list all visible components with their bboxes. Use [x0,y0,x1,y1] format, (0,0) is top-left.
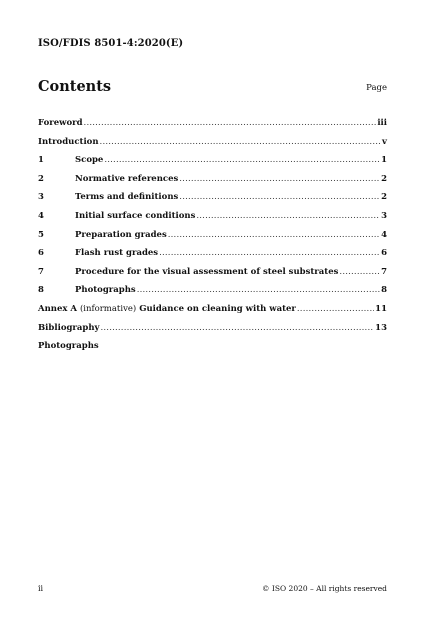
toc-entry-page: 7 [381,266,387,277]
toc-entry-text: Preparation grades [75,229,167,240]
toc-entry[interactable] [38,323,387,342]
toc-entry[interactable] [38,174,387,193]
toc-entry-text: Flash rust grades [75,248,159,259]
toc-entry-leader-dots [196,211,380,221]
toc-entry-number: 2 [38,173,44,184]
toc-entry-leader-dots [179,192,380,202]
toc-entry-title [38,137,99,147]
toc-entry-text: Guidance on cleaning with water [139,303,296,314]
toc-entry-annex-label: Annex A [38,303,77,314]
toc-entry[interactable] [38,304,387,323]
toc-entry-number: 4 [38,210,44,221]
toc-entry-page: v [382,136,387,147]
toc-entry-text: Photographs [38,341,99,352]
toc-entry-page: 4 [381,229,387,240]
toc-entry-page: 1 [381,155,387,166]
toc-entry-page: 13 [375,322,387,333]
toc-entry-text: Photographs [75,285,136,296]
toc-entry-title [75,211,195,221]
toc-entry-text: Terms and definitions [75,192,179,203]
toc-entry-title [38,323,99,333]
toc-entry-leader-dots [159,248,380,258]
toc-entry-page: 11 [375,303,387,314]
toc-entry-text: Initial surface conditions [75,210,196,221]
toc-entry-title [75,192,178,202]
footer-copyright: © ISO 2020 – All rights reserved [262,584,387,593]
toc-entry-page: 8 [381,285,387,296]
toc-entry-title [38,118,83,128]
toc-entry-title [38,341,99,351]
toc-entry-leader-dots [179,174,380,184]
toc-entry-text: Scope [75,155,104,166]
toc-entry-leader-dots [100,323,374,333]
toc-entry[interactable] [38,155,387,174]
toc-entry[interactable] [38,267,387,286]
toc-entry[interactable] [38,118,387,137]
toc-entry-page: iii [377,118,387,128]
toc-entry-annex-note: (informative) [79,303,137,314]
toc-entry-title [38,304,296,314]
toc-entry[interactable] [38,248,387,267]
toc-entry-number: 1 [38,155,44,166]
toc-entry-number: 6 [38,248,44,259]
toc-entry[interactable] [38,211,387,230]
toc-entry-text: Normative references [75,173,179,184]
toc-entry-title [75,230,167,240]
toc-entry-leader-dots [84,118,377,128]
toc-entry-title [75,155,103,165]
toc-entry-number: 5 [38,229,44,240]
toc-entry-number: 8 [38,285,44,296]
toc-entry-page: 2 [381,173,387,184]
toc-entry-title [75,285,136,295]
toc-entry-page: 2 [381,192,387,203]
toc-entry-text: Introduction [38,136,99,147]
toc-entry[interactable] [38,285,387,304]
toc-entry-title [75,174,178,184]
toc-entry-leader-dots [137,285,380,295]
contents-heading: Contents [38,78,112,95]
toc-entry[interactable] [38,230,387,249]
toc-entry-leader-dots [339,267,380,277]
toc-entry-leader-dots [104,155,380,165]
toc-entry[interactable] [38,137,387,156]
toc-entry-text: Bibliography [38,322,100,333]
toc-entry-text: Foreword [38,118,83,128]
toc-entry-page: 6 [381,248,387,259]
page-column-label: Page [366,83,387,93]
toc-entry-title [75,248,158,258]
toc-entry-number: 3 [38,192,44,203]
toc-entry-leader-dots [168,230,380,240]
toc-entry-title [75,267,338,277]
table-of-contents [38,118,387,360]
document-id: ISO/FDIS 8501-4:2020(E) [38,38,184,49]
toc-entry[interactable] [38,341,387,360]
toc-entry-page: 3 [381,210,387,221]
toc-entry-leader-dots [100,137,382,147]
toc-entry-leader-dots [297,304,374,314]
toc-entry[interactable] [38,192,387,211]
toc-entry-number: 7 [38,266,44,277]
footer-page-number: ii [38,584,44,593]
toc-entry-text: Procedure for the visual assessment of steel substrates [75,266,339,277]
